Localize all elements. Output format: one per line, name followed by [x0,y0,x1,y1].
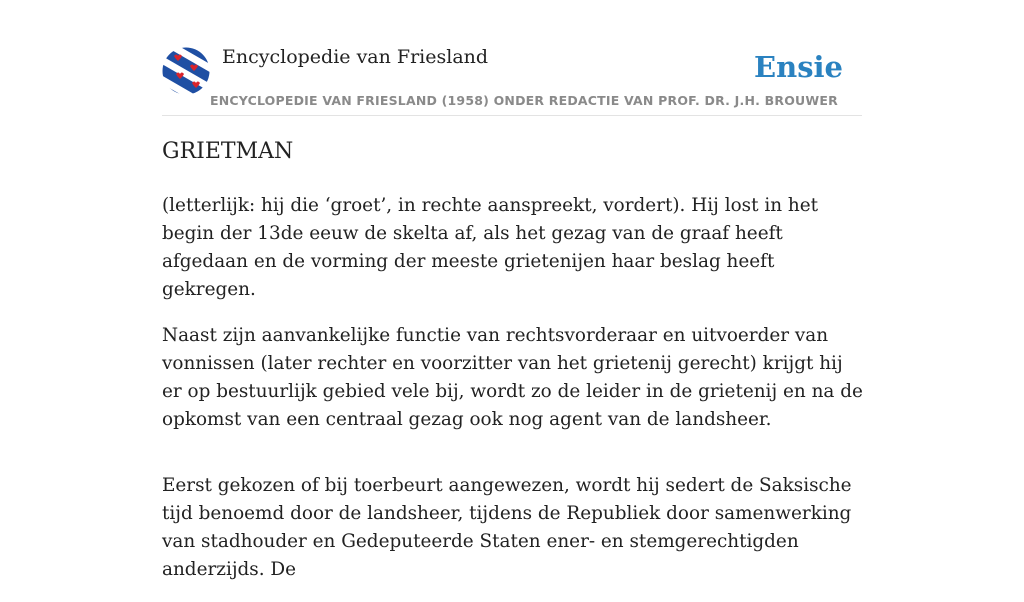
site-subtitle: ENCYCLOPEDIE VAN FRIESLAND (1958) ONDER REDACTIE VAN PROF. DR. J.H. BROUWER [210,93,838,108]
article-paragraph-1: (letterlijk: hij die ‘groet’, in rechte aanspreekt, vordert). Hij lost in het begin der 13de eeuw de skelta af, als het gezag van de graaf heeft afgedaan en de vorming der meeste grietenijen haar beslag heeft gekregen. [162,195,819,300]
article-title: GRIETMAN [162,139,294,164]
site-name-link[interactable]: Encyclopedie van Friesland [222,46,489,68]
article-body [162,192,866,602]
site-header [162,44,862,116]
frisian-flag-logo-icon[interactable] [162,47,210,95]
article-paragraph-3: Eerst gekozen of bij toerbeurt aangewezen, wordt hij sedert de Saksische tijd benoemd door de landsheer, tijdens de Republiek door samenwerking van stadhouder en Gedeputeerde Staten ener- en stemgerechtigden anderzijds. De [162,475,852,580]
ensie-brand-logo[interactable]: Ensie [754,50,843,84]
article-paragraph-2: Naast zijn aanvankelijke functie van rechtsvorderaar en uitvoerder van vonnissen (later rechter en voorzitter van het grietenij gerecht) krijgt hij er op bestuurlijk gebied vele bij, wordt zo de leider in de grietenij en na de opkomst van een centraal gezag ook nog agent van de landsheer. [162,325,863,430]
